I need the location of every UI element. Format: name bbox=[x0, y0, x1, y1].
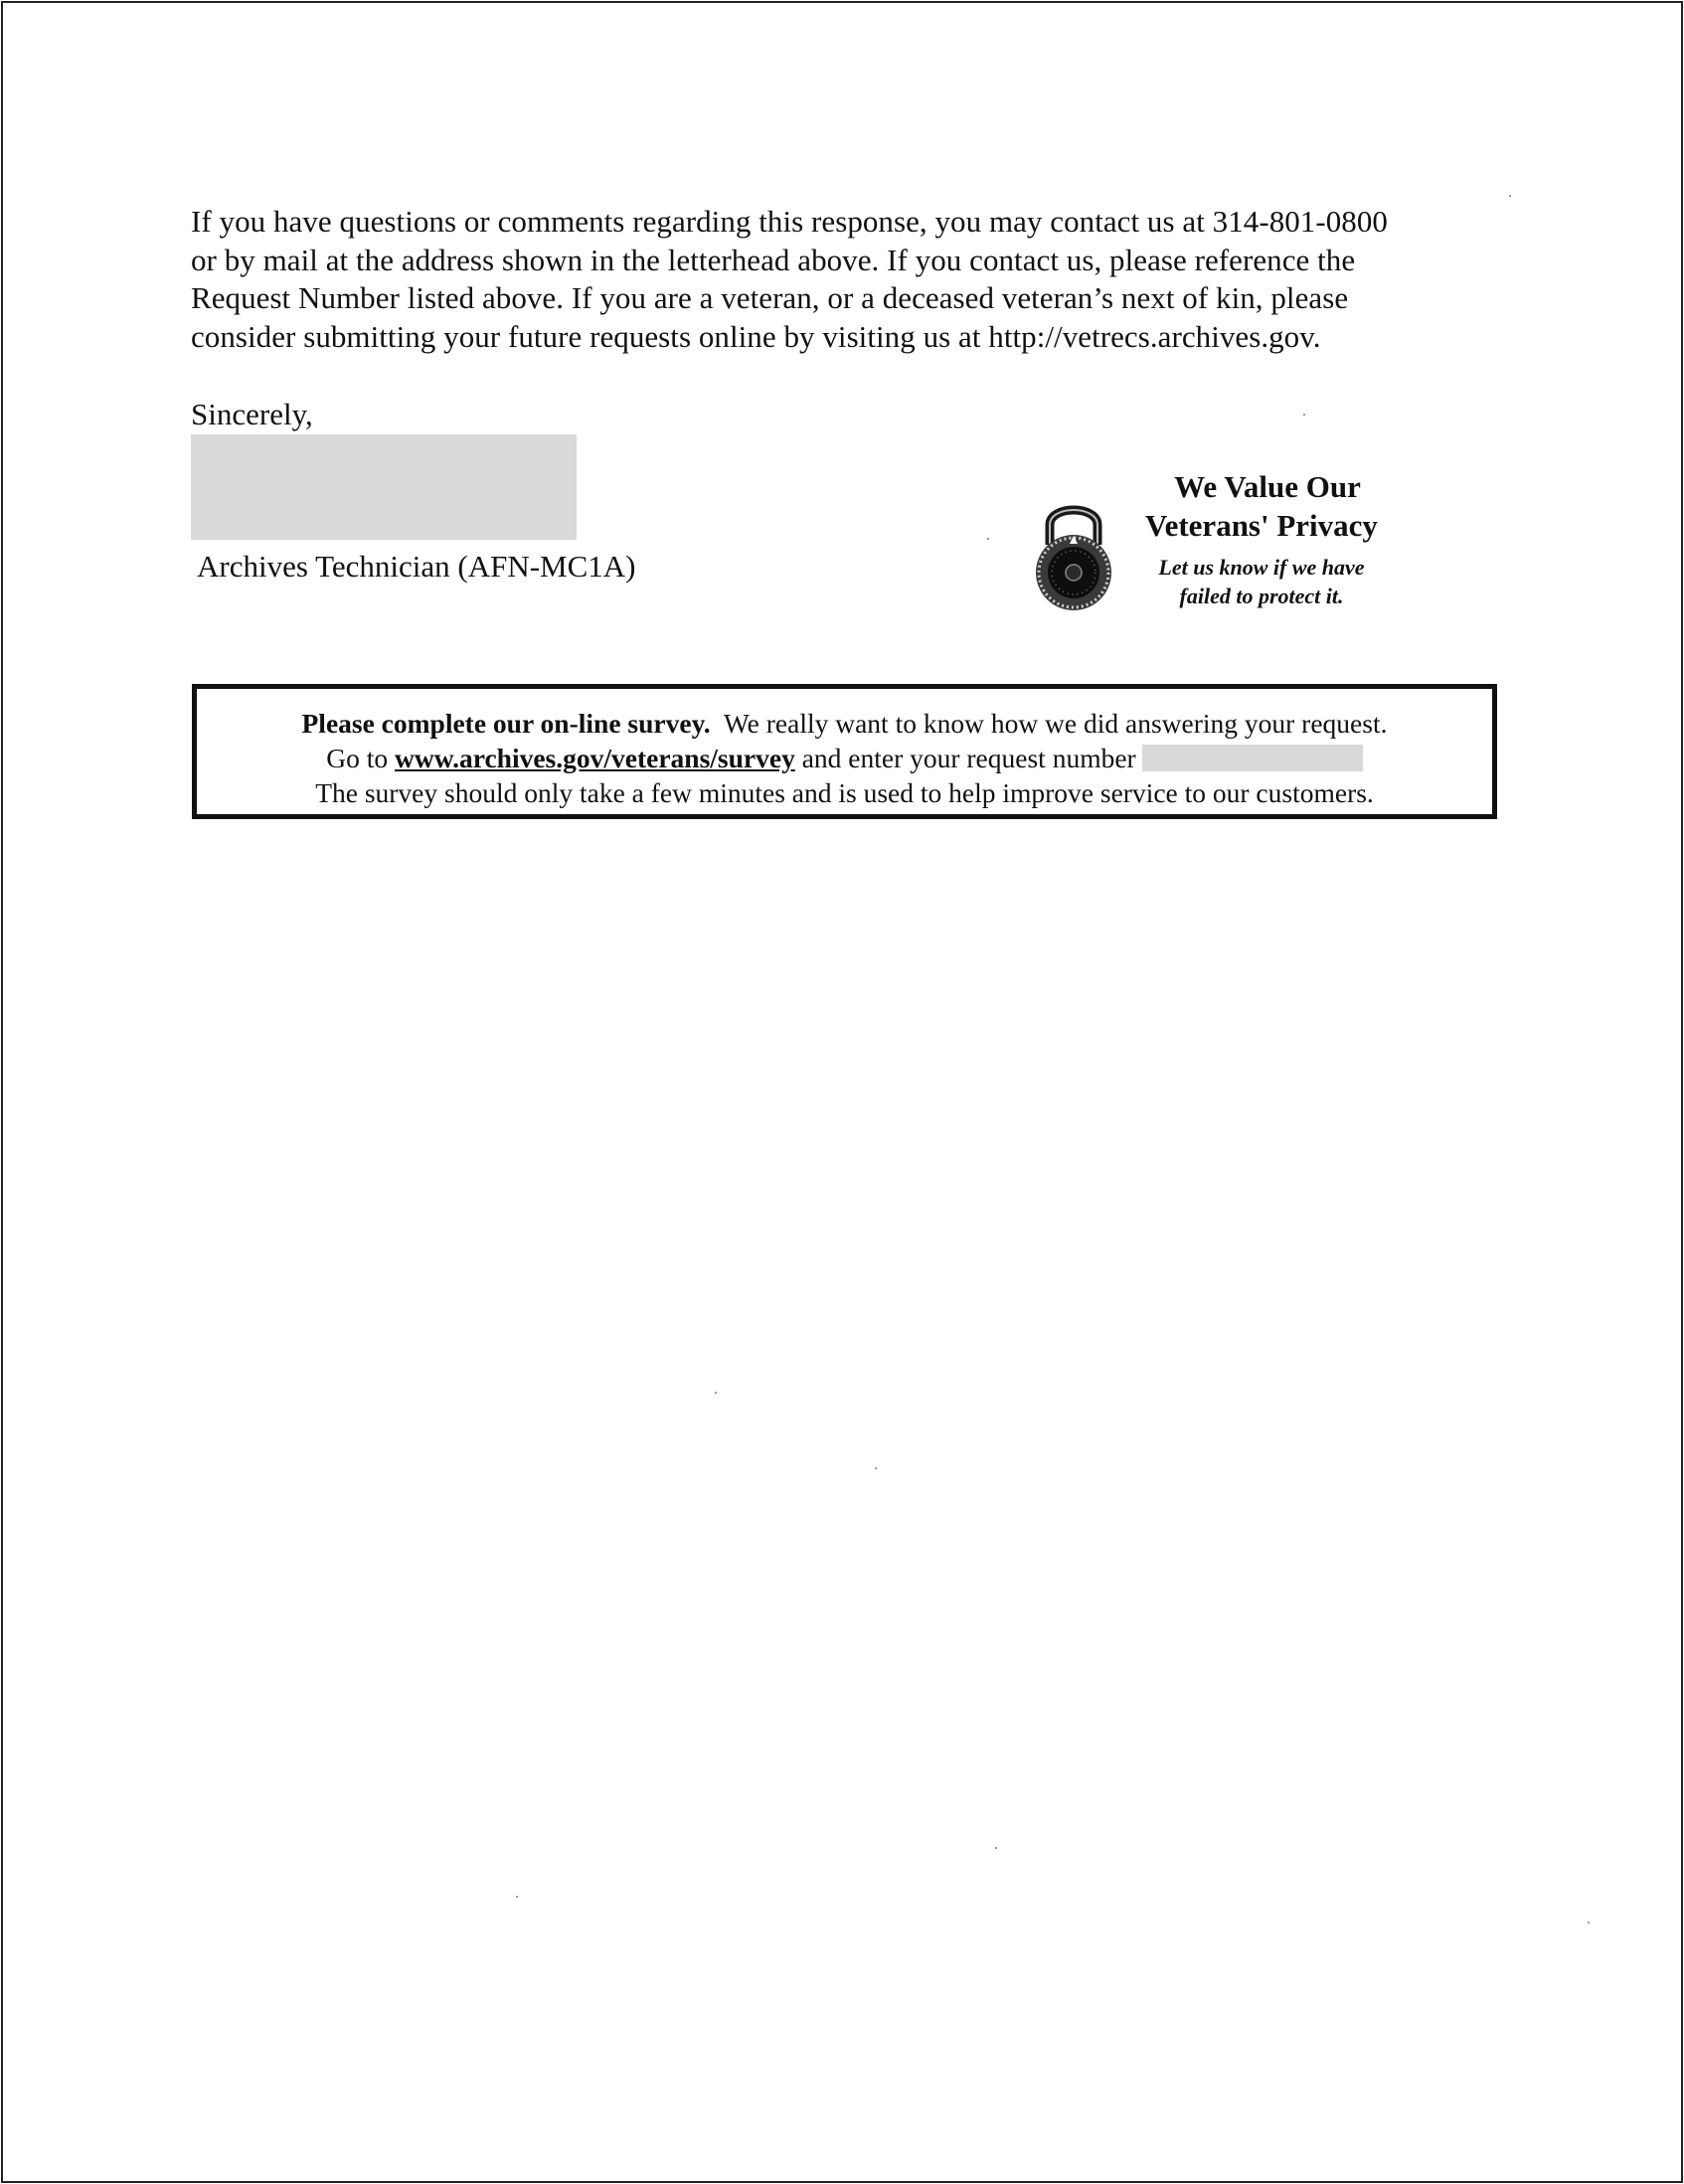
padlock-icon bbox=[1030, 493, 1117, 610]
survey-goto-suffix: and enter your request number bbox=[794, 743, 1136, 773]
scan-speck bbox=[1303, 414, 1305, 416]
survey-footer-row: The survey should only take a few minutes and is used to help improve service to our customers. bbox=[315, 777, 1374, 808]
signature-redaction bbox=[191, 434, 577, 540]
survey-lead-row bbox=[197, 706, 1492, 741]
privacy-tagline-line: Let us know if we have bbox=[1158, 555, 1365, 580]
survey-goto-row bbox=[197, 741, 1492, 775]
scan-speck bbox=[987, 538, 989, 540]
survey-notice-box bbox=[192, 684, 1497, 819]
scan-speck bbox=[1509, 195, 1511, 197]
privacy-tagline bbox=[1117, 553, 1406, 610]
scan-speck bbox=[995, 1847, 997, 1849]
privacy-tagline-line: failed to protect it. bbox=[1179, 584, 1344, 608]
contact-paragraph-line: or by mail at the address shown in the letterhead above. If you contact us, please reference the bbox=[191, 242, 1356, 277]
scan-speck bbox=[516, 1896, 518, 1898]
contact-paragraph-line: Request Number listed above. If you are a veteran, or a deceased veteran’s next of kin, please bbox=[191, 280, 1349, 315]
scan-speck bbox=[715, 1392, 717, 1394]
privacy-heading bbox=[1112, 467, 1411, 545]
privacy-heading-line: We Value Our bbox=[1174, 469, 1361, 504]
survey-goto-prefix: Go to bbox=[326, 743, 396, 773]
request-number-redaction bbox=[1142, 745, 1363, 771]
survey-lead-text: We really want to know how we did answering your request. bbox=[710, 708, 1388, 739]
scan-speck bbox=[875, 1467, 877, 1469]
contact-paragraph bbox=[191, 203, 1513, 356]
survey-lead-bold: Please complete our on-line survey. bbox=[301, 708, 711, 739]
closing-salutation: Sincerely, bbox=[191, 397, 313, 431]
privacy-heading-line: Veterans' Privacy bbox=[1145, 508, 1378, 543]
contact-paragraph-line: consider submitting your future requests online by visiting us at http://vetrecs.archives.gov. bbox=[191, 318, 1321, 354]
contact-paragraph-line: If you have questions or comments regarding this response, you may contact us at 314-801-0800 bbox=[191, 204, 1388, 239]
scan-speck bbox=[1588, 1922, 1590, 1924]
privacy-badge bbox=[1030, 467, 1408, 616]
survey-link[interactable]: www.archives.gov/veterans/survey bbox=[395, 743, 795, 773]
signer-title: Archives Technician (AFN-MC1A) bbox=[197, 549, 636, 584]
